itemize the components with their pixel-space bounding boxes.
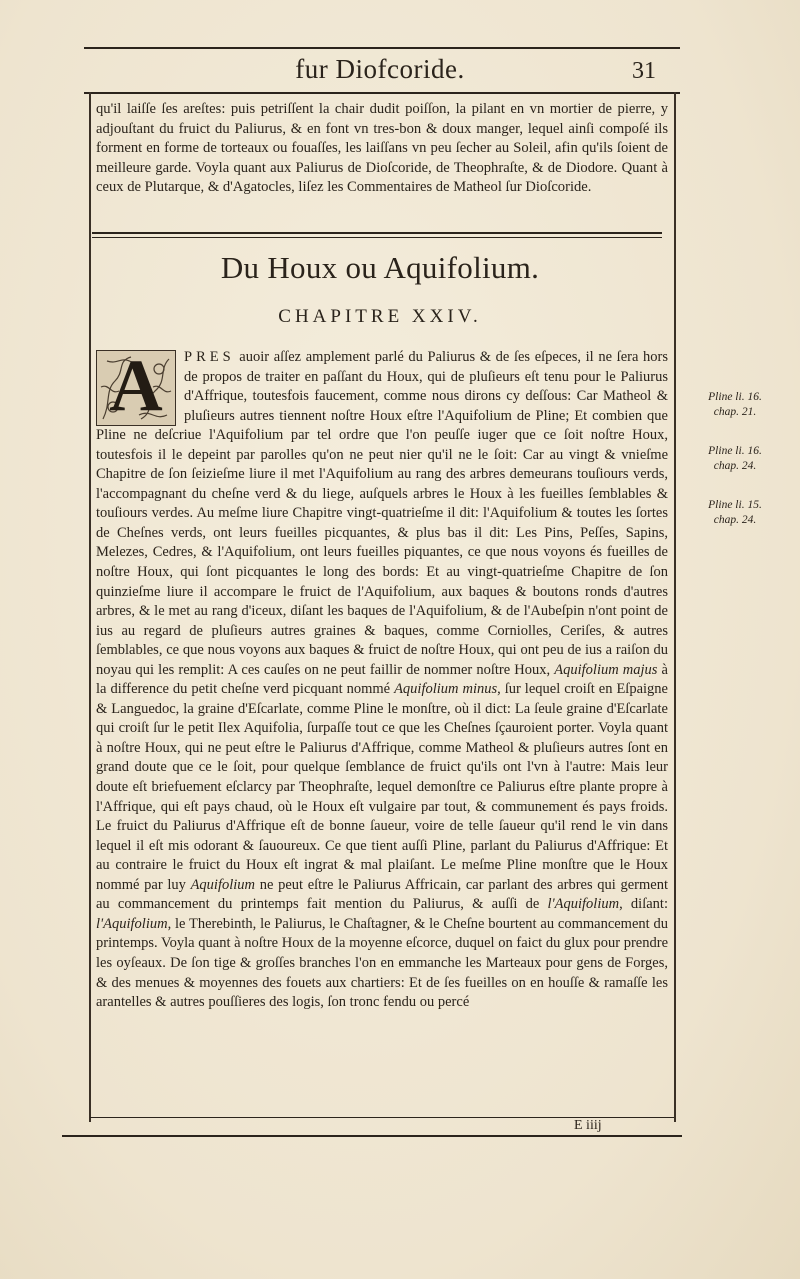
chapter-number: CHAPITRE XXIV.	[278, 306, 482, 327]
section-rule-thick	[92, 232, 662, 234]
margin-note: Pline li. 16. chap. 21.	[708, 391, 762, 418]
margin-note: Pline li. 16. chap. 24.	[708, 445, 762, 472]
italic-term-2: Aquifolium minus	[394, 681, 498, 698]
initial-letter: A	[109, 350, 163, 426]
decorated-initial	[96, 350, 176, 426]
body-text-4: ne peut eſtre le Paliurus Affricain, car parlant des arbres qui germent au commancement du printemps fait mention du Paliurus, & auſſi de	[96, 876, 668, 913]
body-text-6: , le Therebinth, le Paliurus, le Chaſtagner, & le Cheſne bourtent au commancement du printemps. Voyla quant à noſtre Houx de la moyenne eſcorce, duquel on faict du glux pour prendre les oyſeaux. De ſon tige & groſſes branches l'on en emmanche les Marteaux pour gens de Forges, & des menues & moyennes des fouets aux chartiers: Et de ſes fueilles on en houſſe & ramaſſe les arantelles & autres pouſſieres des logis, ſon tronc fendu ou percé	[96, 915, 668, 1011]
margin-notes	[700, 390, 770, 552]
header-bottom-rule	[84, 92, 680, 94]
page-number: 31	[632, 58, 656, 84]
body-text-1: auoir aſſez amplement parlé du Paliurus & de ſes eſpeces, il ne ſera hors de propos de traiter en paſſant du Houx, qui de pluſieurs eſt tenu pour le Paliurus d'Affrique, toutesfois faucement, comme nous dirons cy deſſous: Car Matheol & pluſieurs autres tiennent noſtre Houx eſtre l'Aquifolium de Pline; Et combien que Pline ne deſcriue l'Aquifolium par tel ordre que l'on peuſſe iuger que ce ſoit noſtre Houx, toutesfois il le depeint par parolles qu'on ne peut nier qu'il ne le ſoit: Car au vingt & vnieſme Chapitre de ſon ſeizieſme liure il met l'Aquifolium au rang des arbres demeurans touſiours verds, l'accompagnant du cheſne verd & du liege, auſquels arbres le Houx à les fueilles ſemblables & touſiours verdes. Au meſme liure Chapitre vingt-quatrieſme il dit: l'Aquifolium & toutes les ſortes de Cheſnes verds, ont leurs fueilles picquantes, & plus bas il dit: Les Pins, Peſſes, Sapins, Melezes, Cedres, & l'Aquifolium, ont leurs fueilles piquantes, ce que nous voyons és fueilles de noſtre Houx, qui ſont picquantes le long des bords: Et au vingt-quatrieſme Chapitre de ſon quinzieſme liure il accompare le fruict de l'Aquifolium, aux baques & boutons ronds d'autres arbres, & le met au rang d'iceux, diſant les baques de l'Aquifolium, & de l'Aubeſpin n'ont point de ius au regard de pluſieurs autres graines & baques, comme Corniolles, Ceriſes, & autres ſemblables, ce que nous voyons aux baques & fruict de noſtre Houx, qui ont peu de ius a raiſon du noyau qui les remplit: A ces cauſes on ne peut faillir de nommer noſtre Houx,	[96, 349, 668, 678]
section-rule-thin	[92, 237, 662, 238]
frame-right-border	[674, 92, 676, 1122]
header-top-rule	[84, 47, 680, 49]
chapter-title: Du Houx ou Aquifolium.	[220, 250, 540, 285]
lead-word: PRES	[184, 349, 235, 365]
signature-mark: E iiij	[574, 1118, 602, 1133]
margin-note: Pline li. 15. chap. 24.	[708, 499, 762, 526]
body-text-2: à la difference du petit cheſne verd picquant nommé	[96, 661, 668, 698]
chapter-body	[96, 348, 668, 1116]
italic-term-3: Aquifolium	[190, 876, 256, 893]
footer-rule-thick	[62, 1135, 682, 1137]
italic-term-5: l'Aquifolium	[96, 915, 168, 932]
continued-paragraph: qu'il laiſſe ſes areſtes: puis petriſſent la chair dudit poiſſon, la pilant en vn mortier de pierre, y adjouſtant du fruict du Paliurus, & en font vn tres-bon & doux manger, lequel ainſi compoſé ils forment en forme de torteaux ou fouaſſes, les laiſſans vn peu ſecher au Soleil, afin qu'ils ſoient de meilleure garde. Voyla quant aux Paliurus de Dioſcoride, de Theophraſte, & de Diodore. Quant à ceux de Plutarque, & d'Agatocles, liſez les Commentaires de Matheol ſur Dioſcoride.	[96, 101, 668, 196]
italic-term-1: Aquifolium majus	[554, 661, 658, 678]
body-text-3: , ſur lequel croiſt en Eſpaigne & Languedoc, la graine d'Eſcarlate, comme Pline le monſtre, où il dict: La ſeule graine d'Eſcarlate qui croiſt ſur le petit Ilex Aquifolia, ſurpaſſe tout ce que les Cheſnes ſçauroient porter. Voyla quant à noſtre Houx, qui ne peut eſtre le Paliurus d'Affrique, comme Matheol & pluſieurs autres ſont en grand doute que ce le ſoit, pour quelque ſemblance de fruict qu'ils ont l'vn à l'autre: Mais leur doute eſt briefuement eſclarcy par Theophraſte, lequel demonſtre ce Paliurus eſtre plante propre à l'Affrique, qui eſt pays chaud, où le Houx eſt vulgaire par tout, & communement és pays froids. Le fruict du Paliurus d'Affrique eſt de bonne ſaueur, voire de telle ſaueur qu'il rend le vin dans lequel il eſt mis odorant & ſauoureux. Ce que tient auſſi Pline, parlant du Paliurus d'Affrique: Et au contraire le fruict du Houx eſt ingrat & mal plaiſant. Le meſme Pline monſtre que le Houx nommé par luy	[96, 681, 668, 893]
italic-term-4: l'Aquifolium	[547, 896, 620, 913]
body-text-5: , diſant:	[619, 896, 668, 913]
frame-left-border	[89, 92, 91, 1122]
chapter-paragraph	[96, 348, 668, 1013]
running-title: fur Diofcoride.	[295, 54, 465, 84]
continued-text-block	[96, 100, 668, 224]
